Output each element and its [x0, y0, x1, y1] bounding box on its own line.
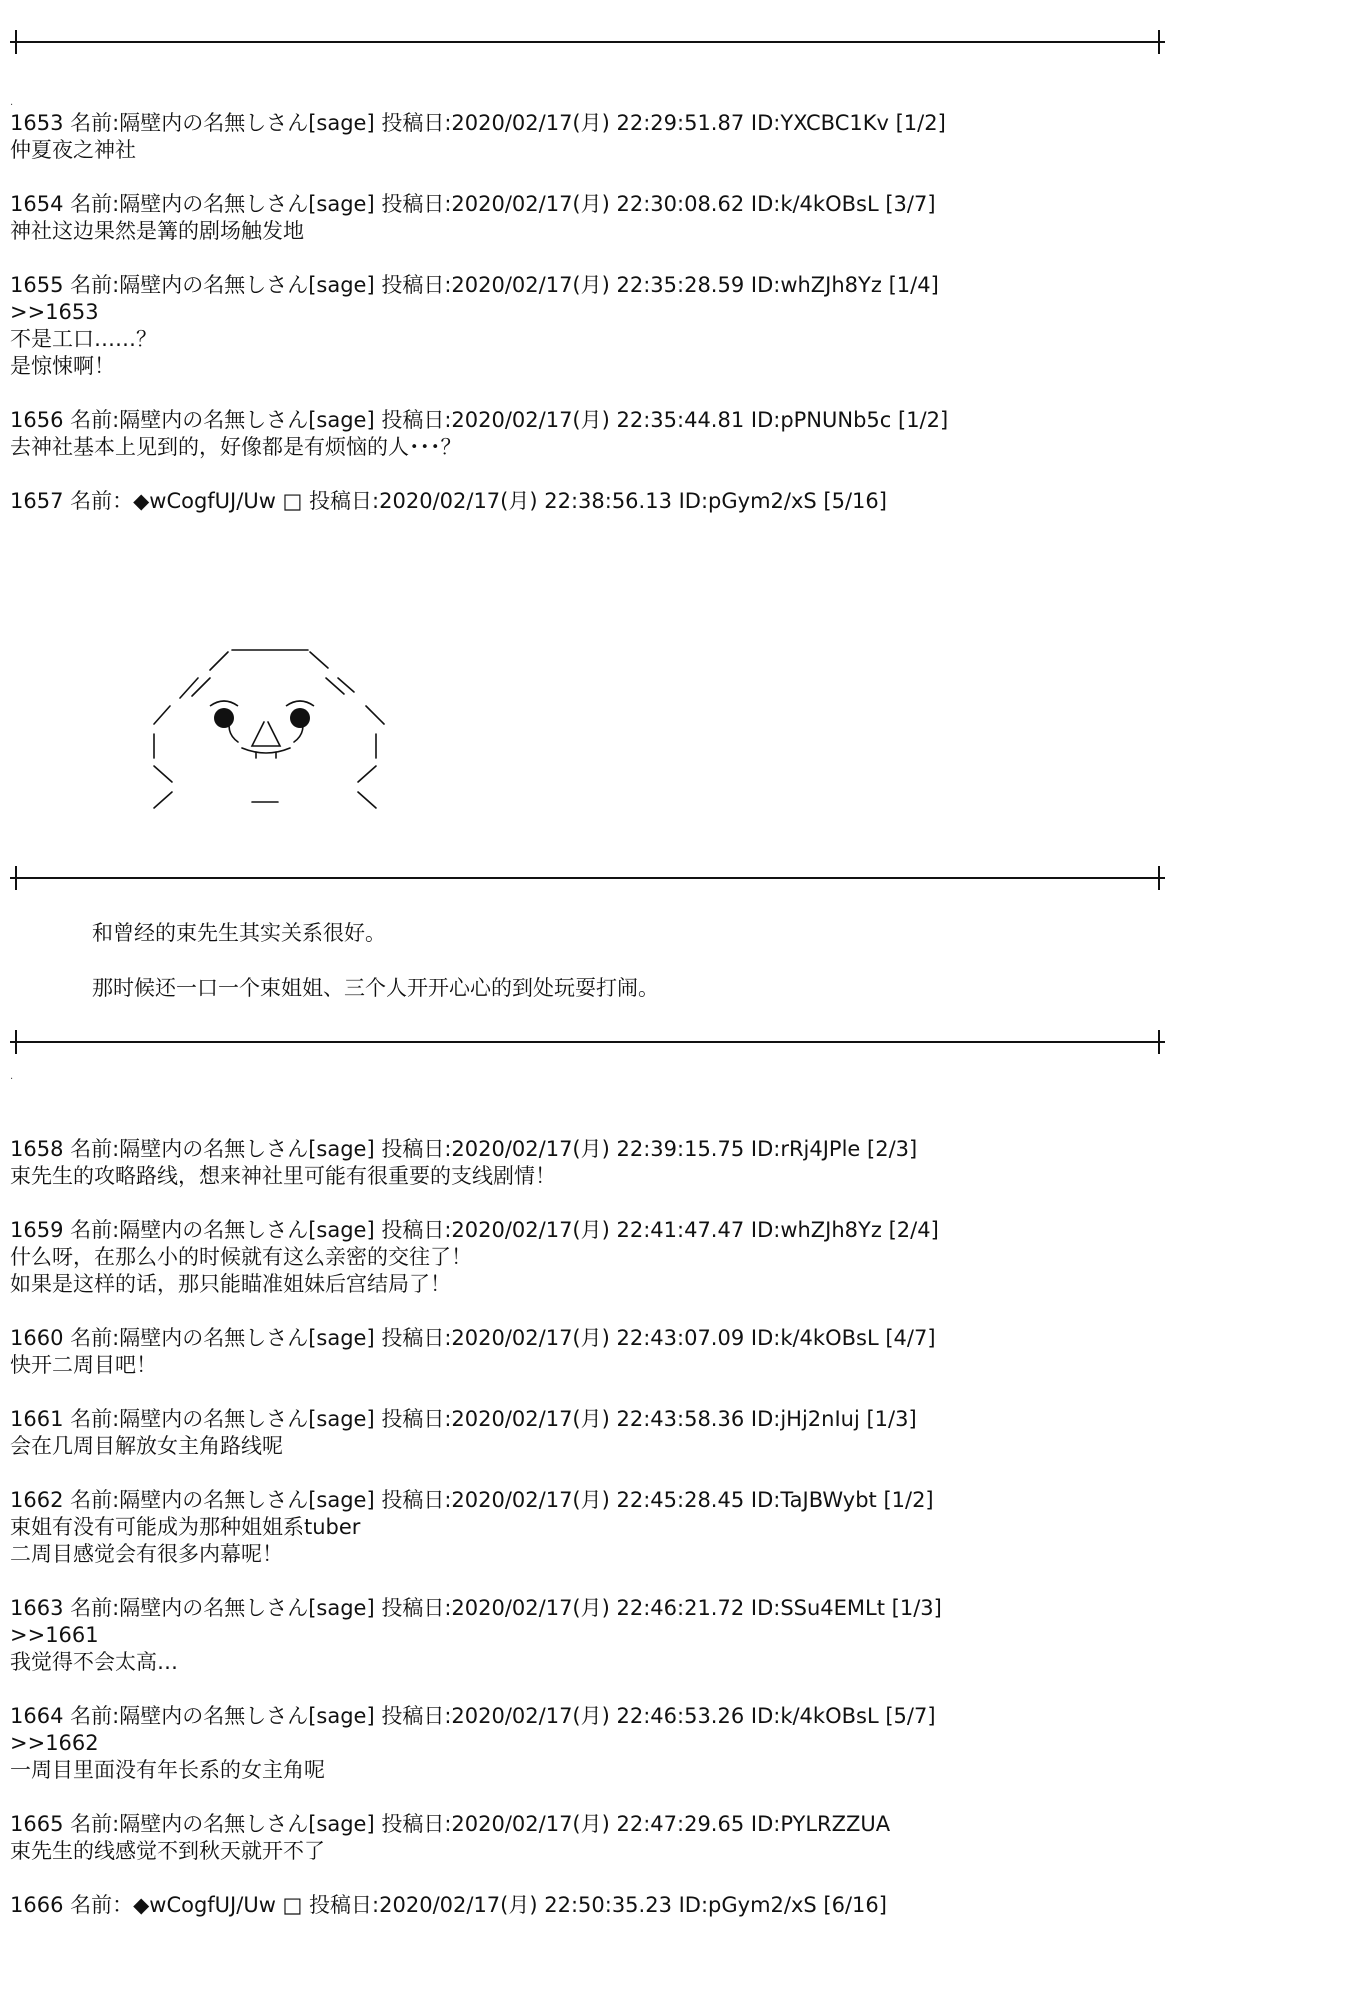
post-header: 1662 名前:隔壁内の名無しさん[sage] 投稿日:2020/02/17(月) 22:45:28.45 ID:TaJBWybt [1/2]	[10, 1488, 934, 1512]
divider-middle-2	[10, 1030, 1165, 1054]
post-body-line: 二周目感觉会有很多内幕呢！	[10, 1542, 283, 1566]
post-header: 1661 名前:隔壁内の名無しさん[sage] 投稿日:2020/02/17(月) 22:43:58.36 ID:jHj2nIuj [1/3]	[10, 1407, 917, 1431]
reply-anchor-link[interactable]: >>1662	[10, 1731, 99, 1755]
post-body-line: 神社这边果然是篝的剧场触发地	[10, 219, 304, 243]
post-header: 1660 名前:隔壁内の名無しさん[sage] 投稿日:2020/02/17(月) 22:43:07.09 ID:k/4kOBsL [4/7]	[10, 1326, 936, 1350]
dot-marker-2: .	[10, 1071, 14, 1082]
post-body-line: 快开二周目吧！	[10, 1353, 157, 1377]
post-body-line: 束姐有没有可能成为那种姐姐系tuber	[10, 1515, 361, 1539]
dot-marker: .	[10, 97, 14, 108]
post-header: 1656 名前:隔壁内の名無しさん[sage] 投稿日:2020/02/17(月) 22:35:44.81 ID:pPNUNb5c [1/2]	[10, 408, 949, 432]
post-body-line: 什么呀，在那么小的时候就有这么亲密的交往了！	[10, 1245, 472, 1269]
post-body-line: 是惊悚啊！	[10, 354, 115, 378]
narration-line-2: 那时候还一口一个束姐姐、三个人开开心心的到处玩耍打闹。	[92, 976, 659, 1000]
post-header: 1658 名前:隔壁内の名無しさん[sage] 投稿日:2020/02/17(月) 22:39:15.75 ID:rRj4JPle [2/3]	[10, 1137, 918, 1161]
post-header: 1655 名前:隔壁内の名無しさん[sage] 投稿日:2020/02/17(月) 22:35:28.59 ID:whZJh8Yz [1/4]	[10, 273, 939, 297]
post-header: 1666 名前：◆wCogfUJ/Uw □ 投稿日:2020/02/17(月) 22:50:35.23 ID:pGym2/xS [6/16]	[10, 1893, 887, 1917]
post-body-line: 仲夏夜之神社	[10, 138, 136, 162]
post-body-line: 会在几周目解放女主角路线呢	[10, 1434, 283, 1458]
divider-middle-1	[10, 866, 1165, 890]
post-header: 1654 名前:隔壁内の名無しさん[sage] 投稿日:2020/02/17(月) 22:30:08.62 ID:k/4kOBsL [3/7]	[10, 192, 936, 216]
post-header: 1659 名前:隔壁内の名無しさん[sage] 投稿日:2020/02/17(月) 22:41:47.47 ID:whZJh8Yz [2/4]	[10, 1218, 939, 1242]
divider-top	[10, 30, 1165, 54]
post-body-line: 一周目里面没有年长系的女主角呢	[10, 1758, 325, 1782]
post-body-line: 去神社基本上见到的，好像都是有烦恼的人･･･？	[10, 435, 462, 459]
reply-anchor-link[interactable]: >>1653	[10, 300, 99, 324]
post-body-line: 我觉得不会太高…	[10, 1650, 178, 1674]
post-body-line: 不是工口……？	[10, 327, 157, 351]
post-header: 1663 名前:隔壁内の名無しさん[sage] 投稿日:2020/02/17(月) 22:46:21.72 ID:SSu4EMLt [1/3]	[10, 1596, 942, 1620]
reply-anchor-link[interactable]: >>1661	[10, 1623, 99, 1647]
post-header: 1665 名前:隔壁内の名無しさん[sage] 投稿日:2020/02/17(月) 22:47:29.65 ID:PYLRZZUA	[10, 1812, 891, 1836]
post-header: 1653 名前:隔壁内の名無しさん[sage] 投稿日:2020/02/17(月) 22:29:51.87 ID:YXCBC1Kv [1/2]	[10, 111, 946, 135]
ascii-art-face	[140, 630, 400, 820]
post-header: 1664 名前:隔壁内の名無しさん[sage] 投稿日:2020/02/17(月) 22:46:53.26 ID:k/4kOBsL [5/7]	[10, 1704, 936, 1728]
narration-line-1: 和曾经的束先生其实关系很好。	[92, 921, 386, 945]
post-header: 1657 名前：◆wCogfUJ/Uw □ 投稿日:2020/02/17(月) 22:38:56.13 ID:pGym2/xS [5/16]	[10, 489, 887, 513]
post-body-line: 如果是这样的话，那只能瞄准姐妹后宫结局了！	[10, 1272, 451, 1296]
post-body-line: 束先生的线感觉不到秋天就开不了	[10, 1839, 325, 1863]
post-body-line: 束先生的攻略路线，想来神社里可能有很重要的支线剧情！	[10, 1164, 556, 1188]
